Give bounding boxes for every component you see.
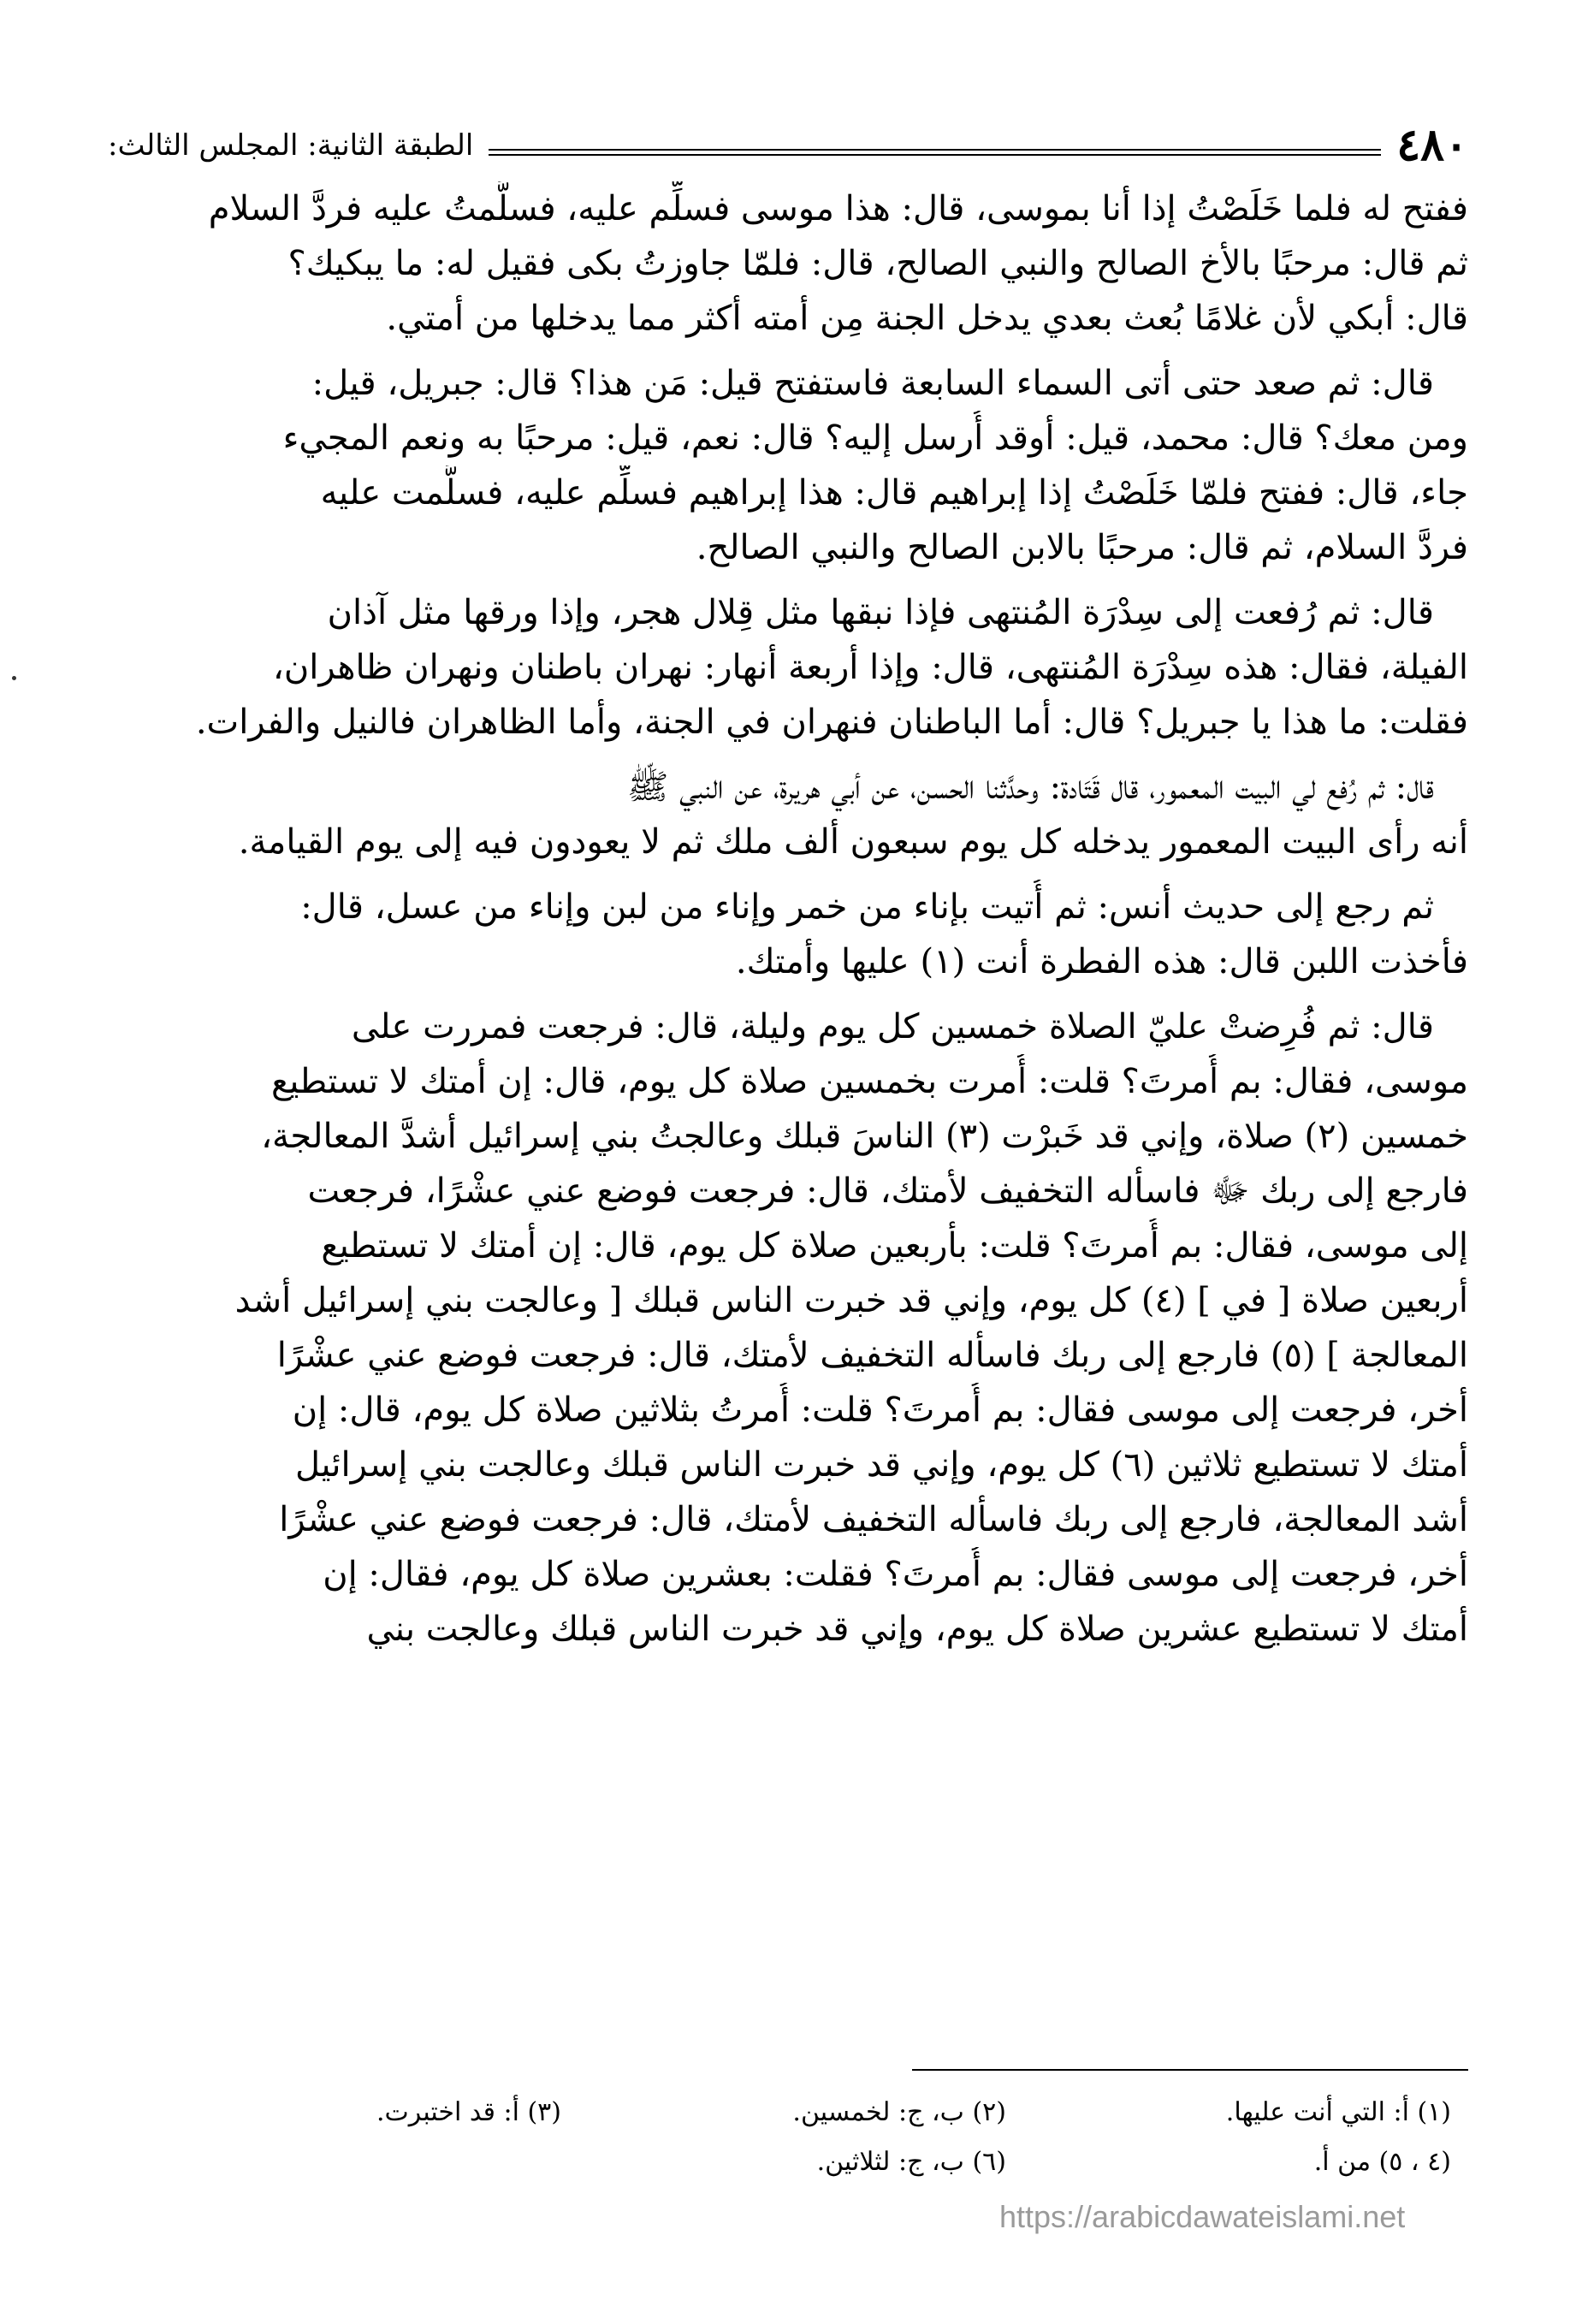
running-title: الطبقة الثانية: المجلس الثالث: bbox=[108, 128, 474, 163]
text-line: موسى، فقال: بم أُمرتَ؟ قلت: أُمرت بخمسين صلاة كل يوم، قال: إن أمتك لا تستطيع bbox=[271, 1062, 1468, 1101]
footnote: (٤ ، ٥) من أ. bbox=[1313, 2147, 1451, 2177]
paragraph bbox=[116, 181, 1468, 346]
page-header bbox=[108, 103, 1468, 171]
text-line: قال: ثم رُفعت إلى سِدْرَة المُنتهى فإذا نبقها مثل قِلال هجر، وإذا ورقها مثل آذان bbox=[327, 593, 1434, 632]
text-line: فأخذت اللبن قال: هذه الفطرة أنت (١) عليها وأمتك. bbox=[735, 942, 1468, 981]
text-line: أخر، فرجعت إلى موسى فقال: بم أُمرتَ؟ فقلت: بعشرين صلاة كل يوم، فقال: إن bbox=[323, 1555, 1468, 1594]
footnotes bbox=[116, 2088, 1451, 2187]
text-line: ومن معك؟ قال: محمد، قيل: أوقد أُرسل إليه؟ قال: نعم، قيل: مرحبًا به ونعم المجيء bbox=[282, 418, 1468, 458]
text-line: أشد المعالجة، فارجع إلى ربك فاسأله التخفيف لأمتك، قال: فرجعت فوضع عني عشْرًا bbox=[279, 1500, 1468, 1539]
scan-speck bbox=[12, 676, 16, 680]
footnote: (٦) ب، ج: لثلاثين. bbox=[816, 2147, 1006, 2177]
paragraph bbox=[116, 356, 1468, 575]
paragraph bbox=[116, 999, 1468, 1657]
text-line: قال: أبكي لأن غلامًا بُعث بعدي يدخل الجنة مِن أمته أكثر مما يدخلها من أمتي. bbox=[386, 299, 1468, 338]
text-line: فارجع إلى ربك ﷻ فاسأله التخفيف لأمتك، قال: فرجعت فوضع عني عشْرًا، فرجعت bbox=[307, 1171, 1468, 1211]
page-number: ٤٨٠ bbox=[1396, 119, 1468, 171]
text-line: أنه رأى البيت المعمور يدخله كل يوم سبعون ألف ملك ثم لا يعودون فيه إلى يوم القيامة. bbox=[238, 822, 1468, 862]
text-line: ثم رجع إلى حديث أنس: ثم أُتيت بإناء من خمر وإناء من لبن وإناء من عسل، قال: bbox=[300, 887, 1434, 927]
footnote-row bbox=[116, 2137, 1451, 2187]
text-line: قال: ثم صعد حتى أتى السماء السابعة فاستفتح قيل: مَن هذا؟ قال: جبريل، قيل: bbox=[311, 364, 1434, 403]
text-line: أمتك لا تستطيع ثلاثين (٦) كل يوم، وإني قد خبرت الناس قبلك وعالجت بني إسرائيل bbox=[295, 1445, 1468, 1485]
paragraph bbox=[116, 585, 1468, 750]
text-line: فقلت: ما هذا يا جبريل؟ قال: أما الباطنان فنهران في الجنة، وأما الظاهران فالنيل والفرات. bbox=[195, 703, 1468, 742]
watermark-url: https://arabicdawateislami.net bbox=[999, 2199, 1406, 2234]
footnote: (٣) أ: قد اختبرت. bbox=[376, 2097, 561, 2127]
text-line: جاء، قال: ففتح فلمّا خَلَصْتُ إذا إبراهيم قال: هذا إبراهيم فسلِّم عليه، فسلَّمت عليه bbox=[320, 473, 1468, 513]
text-line: قال: ثم رُفع لي البيت المعمور، قال قَتَادة: وحدَّثنا الحسن، عن أبي هريرة، عن النبي ﷺ bbox=[626, 768, 1434, 807]
text-line: ثم قال: مرحبًا بالأخ الصالح والنبي الصالح، قال: فلمّا جاوزتُ بكى فقيل له: ما يبكيك؟ bbox=[287, 244, 1468, 283]
footnote bbox=[116, 2137, 561, 2187]
text-line: أمتك لا تستطيع عشرين صلاة كل يوم، وإني قد خبرت الناس قبلك وعالجت بني bbox=[366, 1610, 1468, 1649]
footnote: (١) أ: التي أنت عليها. bbox=[1225, 2097, 1451, 2127]
text-line: قال: ثم فُرِضتْ عليّ الصلاة خمسين كل يوم وليلة، قال: فرجعت فمررت على bbox=[351, 1007, 1434, 1046]
text-line: أخر، فرجعت إلى موسى فقال: بم أُمرتَ؟ قلت: أُمرتُ بثلاثين صلاة كل يوم، قال: إن bbox=[292, 1390, 1468, 1430]
text-line: المعالجة ] (٥) فارجع إلى ربك فاسأله التخفيف لأمتك، قال: فرجعت فوضع عني عشْرًا bbox=[276, 1336, 1468, 1375]
footnote: (٢) ب، ج: لخمسين. bbox=[792, 2097, 1006, 2127]
text-line: فردَّ السلام، ثم قال: مرحبًا بالابن الصالح والنبي الصالح. bbox=[696, 528, 1468, 567]
footnote-separator bbox=[912, 2069, 1468, 2071]
paragraph bbox=[116, 880, 1468, 989]
text-line: ففتح له فلما خَلَصْتُ إذا أنا بموسى، قال: هذا موسى فسلِّم عليه، فسلَّمتُ عليه فردَّ السلام bbox=[208, 189, 1468, 228]
body-text bbox=[116, 181, 1468, 1667]
text-line: أربعين صلاة [ في ] (٤) كل يوم، وإني قد خبرت الناس قبلك [ وعالجت بني إسرائيل أشد bbox=[234, 1281, 1468, 1320]
text-line: إلى موسى، فقال: بم أُمرتَ؟ قلت: بأربعين صلاة كل يوم، قال: إن أمتك لا تستطيع bbox=[321, 1226, 1468, 1266]
paragraph bbox=[116, 760, 1468, 869]
text-line: الفيلة، فقال: هذه سِدْرَة المُنتهى، قال: وإذا أربعة أنهار: نهران باطنان ونهران ظاهران، bbox=[272, 648, 1468, 687]
header-double-rule bbox=[489, 149, 1381, 156]
text-line: خمسين (٢) صلاة، وإني قد خَبرْت (٣) الناسَ قبلك وعالجتُ بني إسرائيل أشدَّ المعالجة، bbox=[261, 1117, 1468, 1156]
footnote-row bbox=[116, 2088, 1451, 2137]
